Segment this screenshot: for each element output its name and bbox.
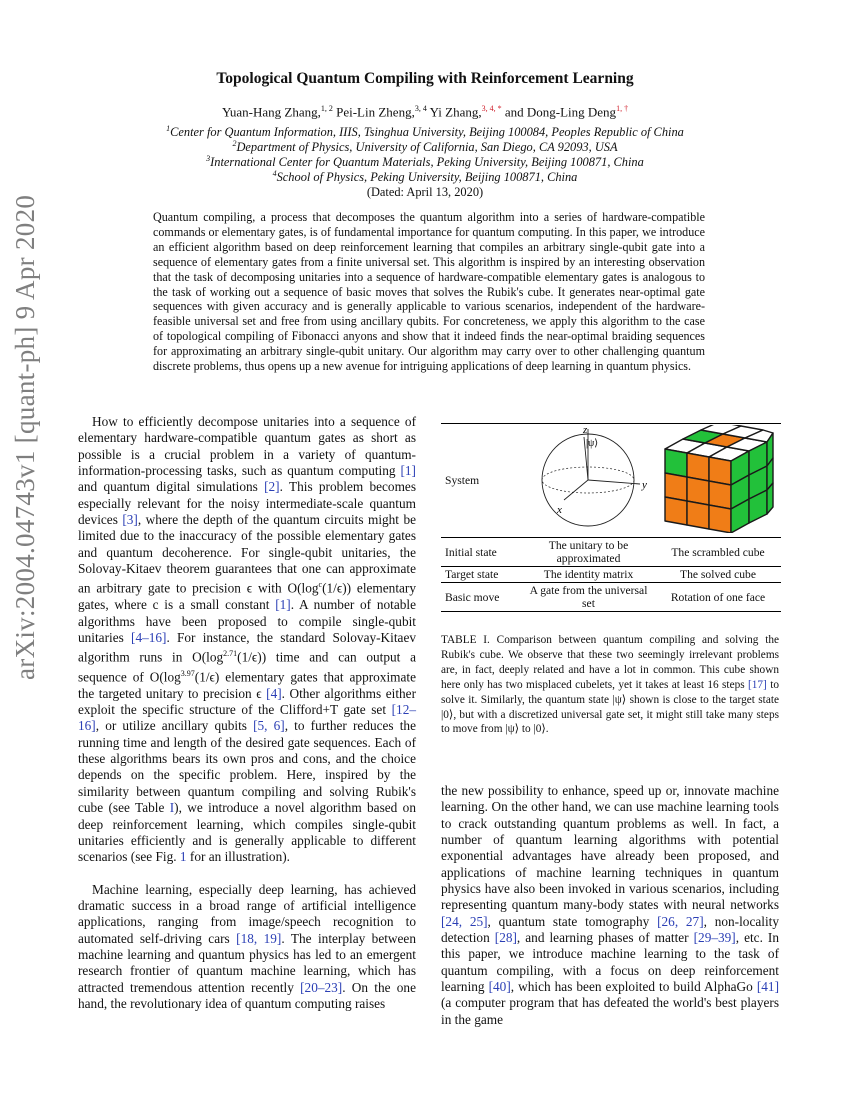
- citation-link[interactable]: [28]: [494, 930, 517, 946]
- citation-link[interactable]: [20–23]: [300, 979, 343, 995]
- text: , which has been exploited to build AlphaGo: [510, 979, 757, 995]
- affil-text: School of Physics, Peking University, Beijing 100871, China: [276, 170, 578, 185]
- bloch-sphere-cell: [522, 424, 655, 538]
- arxiv-stamp: arXiv:2004.04743v1 [quant-ph] 9 Apr 2020: [10, 194, 40, 680]
- x-label: x: [557, 504, 562, 516]
- text: Machine learning, especially deep learning, has achieved dramatic success in a broad range of artificial intelligence applications, ranging from image/speech recognition to automated self-driving cars: [78, 881, 416, 946]
- rubik-cube-cell: [655, 424, 781, 538]
- cube-left-sticker: [687, 477, 709, 505]
- author: and Dong-Ling Deng: [504, 104, 617, 120]
- table-row-system: [441, 424, 781, 538]
- row-label: Initial state: [445, 545, 497, 559]
- text: for an illustration).: [186, 849, 290, 865]
- citation-link[interactable]: [3]: [122, 512, 138, 528]
- affil-num: 1: [166, 124, 171, 133]
- cube-cell: The scrambled cube: [671, 545, 765, 559]
- right-column: [441, 783, 779, 1028]
- exponent: c: [318, 580, 323, 590]
- row-label: Target state: [445, 568, 499, 581]
- text: and quantum digital simulations: [78, 479, 265, 495]
- exponent: 2.71: [223, 649, 238, 659]
- text: , to further reduces the running time and length of the desired gate sequences. Each of these algorithms bears its own pros and cons, and the choice depends on the specific problem. Here, inspired by the similarity between quantum compiling and solving Rubik's cube (see Table: [78, 718, 416, 816]
- citation-link[interactable]: [1]: [400, 463, 416, 479]
- row-label: System: [445, 474, 480, 487]
- exponent: 3.97: [180, 669, 195, 678]
- rubik-cube-figure: [659, 425, 777, 533]
- cube-left-sticker: [709, 481, 731, 509]
- citation-link[interactable]: [41]: [756, 979, 779, 995]
- text: (1/ϵ)) time and can output a sequence of O(log: [78, 649, 416, 685]
- cube-left-sticker: [687, 501, 709, 529]
- citation-link[interactable]: [18, 19]: [236, 930, 282, 946]
- figure-link[interactable]: 1: [179, 849, 187, 865]
- author-affil-sup[interactable]: 3, 4, *: [481, 104, 502, 113]
- paragraph-continued: [441, 783, 779, 1028]
- citation-link[interactable]: [24, 25]: [441, 913, 488, 929]
- dated-line: (Dated: April 13, 2020): [366, 185, 484, 199]
- text: . This problem becomes especially relevant for the noisy intermediate-scale quantum devices: [78, 479, 416, 528]
- author: Pei-Lin Zheng,: [336, 104, 415, 120]
- cube-left-sticker: [665, 497, 687, 525]
- x-axis: [564, 480, 588, 500]
- author-affil-sup: 1, 2: [320, 104, 333, 113]
- quantum-cell: A gate from the universal set: [529, 584, 648, 610]
- text: , quantum state tomography: [487, 913, 658, 929]
- affiliation: [0, 169, 850, 185]
- affil-text: Department of Physics, University of California, San Diego, CA 92093, USA: [236, 140, 618, 155]
- citation-link[interactable]: [29–39]: [693, 930, 736, 946]
- citation-link[interactable]: [26, 27]: [657, 913, 704, 929]
- citation-link[interactable]: [1]: [275, 597, 291, 613]
- text: How to efficiently decompose unitaries into a sequence of elementary hardware-compatible quantum gates as short as possible is a crucial problem in a variety of quantum-information-processing tasks, such as quantum computing: [78, 414, 416, 479]
- affil-text: Center for Quantum Information, IIIS, Tsinghua University, Beijing 100084, Peoples Republic of China: [170, 125, 684, 140]
- citation-link[interactable]: [17]: [748, 678, 767, 691]
- text: , or utilize ancillary qubits: [95, 718, 254, 734]
- text: . On the one hand, the revolutionary idea of quantum computing raises: [78, 979, 416, 1011]
- text: . Other algorithms either exploit the specific structure of the Clifford+T gate set: [78, 685, 416, 718]
- quantum-cell: The identity matrix: [543, 568, 634, 581]
- text: (1/ϵ)) elementary gates, where c is a small constant: [78, 580, 416, 613]
- affiliation: [0, 124, 850, 140]
- citation-link[interactable]: [4]: [266, 685, 282, 701]
- paragraph-ml: [78, 882, 416, 1013]
- text: . For instance, the standard Solovay-Kitaev algorithm runs in O(log: [78, 629, 416, 665]
- table-row-move: [441, 583, 781, 612]
- y-axis: [588, 480, 640, 484]
- table-caption: [441, 633, 779, 737]
- table-row-initial: [441, 538, 781, 567]
- cube-left-sticker: [687, 453, 709, 481]
- cube-left-sticker: [665, 449, 687, 477]
- abstract: Quantum compiling, a process that decomposes the quantum algorithm into a series of hardware-compatible commands or elementary gates, is of fundamental importance for quantum computing. In this paper, we introduce an efficient algorithm based on deep reinforcement learning that compiles an arbitrary single-qubit gate into a sequence of elementary gates from a finite universal set. This algorithm is inspired by an interesting observation that the task of decomposing unitaries into a sequence of hardware-compatible elementary gates is analogous to the task of working out a sequence of basic moves that solves the Rubik's cube. It generates near-optimal gate sequences with given accuracy and is generally applicable to various scenarios, independent of the hardware-feasible universal set and free from using ancillary qubits. For concreteness, we apply this algorithm to the case of topological compiling of Fibonacci anyons and show that it indeed finds the near-optimal braiding sequences for approximating an arbitrary single-qubit unitary. Our algorithm may carry over to other challenging quantum discrete problems, thus opens up a new avenue for intriguing applications of deep learning in quantum physics.: [153, 210, 705, 374]
- z-label: z: [583, 425, 588, 436]
- paragraph-intro: [78, 414, 416, 866]
- text: , etc. In this paper, we introduce machine learning to the task of quantum compiling, with a focus on deep reinforcement learning: [441, 930, 779, 995]
- bloch-sphere-figure: [526, 425, 651, 533]
- affil-num: 4: [272, 169, 277, 178]
- text: , and learning phases of matter: [516, 930, 694, 946]
- author: Yi Zhang,: [429, 104, 482, 120]
- table-row-target: [441, 567, 781, 583]
- psi-label: |ψ⟩: [586, 438, 599, 449]
- affiliation: [0, 154, 850, 170]
- citation-link[interactable]: [5, 6]: [253, 718, 285, 734]
- text: , non-locality detection: [441, 913, 779, 946]
- text: TABLE I. Comparison between quantum compiling and solving the Rubik's cube. We observe that these two seemingly irrelevant problems are, in fact, deeply related and have a lot in common. This cube shown here only has two misplaced cubelets, yet it takes at least 16 steps: [441, 634, 779, 691]
- text: the new possibility to enhance, speed up or, innovate machine learning. On the other hand, we can use machine learning tools to crack outstanding quantum problems as well. In fact, a number of quantum learning algorithms with potential exponential advantages have already been proposed, and applications of machine learning techniques in quantum physics have also been invoked in various scenarios, including representing quantum many-body states with neural networks: [441, 783, 779, 913]
- cube-cell: Rotation of one face: [670, 590, 766, 604]
- author: Yuan-Hang Zhang,: [221, 104, 321, 120]
- y-label: y: [642, 479, 647, 491]
- paper-title: Topological Quantum Compiling with Reinforcement Learning: [216, 70, 634, 87]
- cube-left-sticker: [665, 473, 687, 501]
- affil-text: International Center for Quantum Materials, Peking University, Beijing 100871, China: [210, 155, 644, 170]
- author-list: [0, 104, 850, 120]
- cube-cell: The solved cube: [680, 568, 756, 581]
- citation-link[interactable]: [40]: [488, 979, 511, 995]
- text: (a computer program that has defeated the world's best players in the game: [441, 995, 779, 1027]
- text: . The interplay between machine learning and quantum physics has led to an emergent research frontier of quantum machine learning, which has attracted tremendous attention recently: [78, 930, 416, 995]
- comparison-table: [441, 423, 781, 612]
- citation-link[interactable]: [2]: [264, 479, 280, 495]
- author-affil-sup: 3, 4: [414, 104, 427, 113]
- text: (1/ϵ) elementary gates that approximate the targeted unitary to precision ϵ: [78, 669, 416, 701]
- cube-left-sticker: [709, 457, 731, 485]
- cube-left-sticker: [709, 505, 731, 533]
- author-affil-sup[interactable]: 1, †: [616, 104, 629, 113]
- affil-num: 3: [206, 154, 211, 163]
- citation-link[interactable]: [4–16]: [131, 629, 167, 645]
- text: , where the depth of the quantum circuits might be limited due to the inaccuracy of the possible elementary gates and quantum decoherence. For single-qubit unitaries, the Solovay-Kitaev theorem guarantees that one can approximate an arbitrary gate to precision ϵ with O(log: [78, 512, 416, 596]
- citation-link[interactable]: [12–16]: [78, 702, 416, 734]
- row-label: Basic move: [445, 590, 500, 604]
- quantum-cell: The unitary to be approximated: [548, 539, 629, 565]
- text: . A number of notable algorithms have been proposed to compile single-qubit unitaries: [78, 597, 416, 645]
- text: ), we introduce a novel algorithm based on deep reinforcement learning, which compiles single-qubit unitaries efficiently and is generally applicable to different scenarios (see Fig.: [78, 800, 416, 865]
- affil-num: 2: [232, 139, 237, 148]
- table-link[interactable]: I: [169, 800, 175, 816]
- text: to solve it. Similarly, the quantum state |ψ⟩ shown is close to the target state |0⟩, but with a discretized universal gate set, it might still take many steps to move from |ψ⟩ to |0⟩.: [441, 678, 779, 736]
- affiliation: [0, 139, 850, 155]
- left-column: [78, 414, 416, 1012]
